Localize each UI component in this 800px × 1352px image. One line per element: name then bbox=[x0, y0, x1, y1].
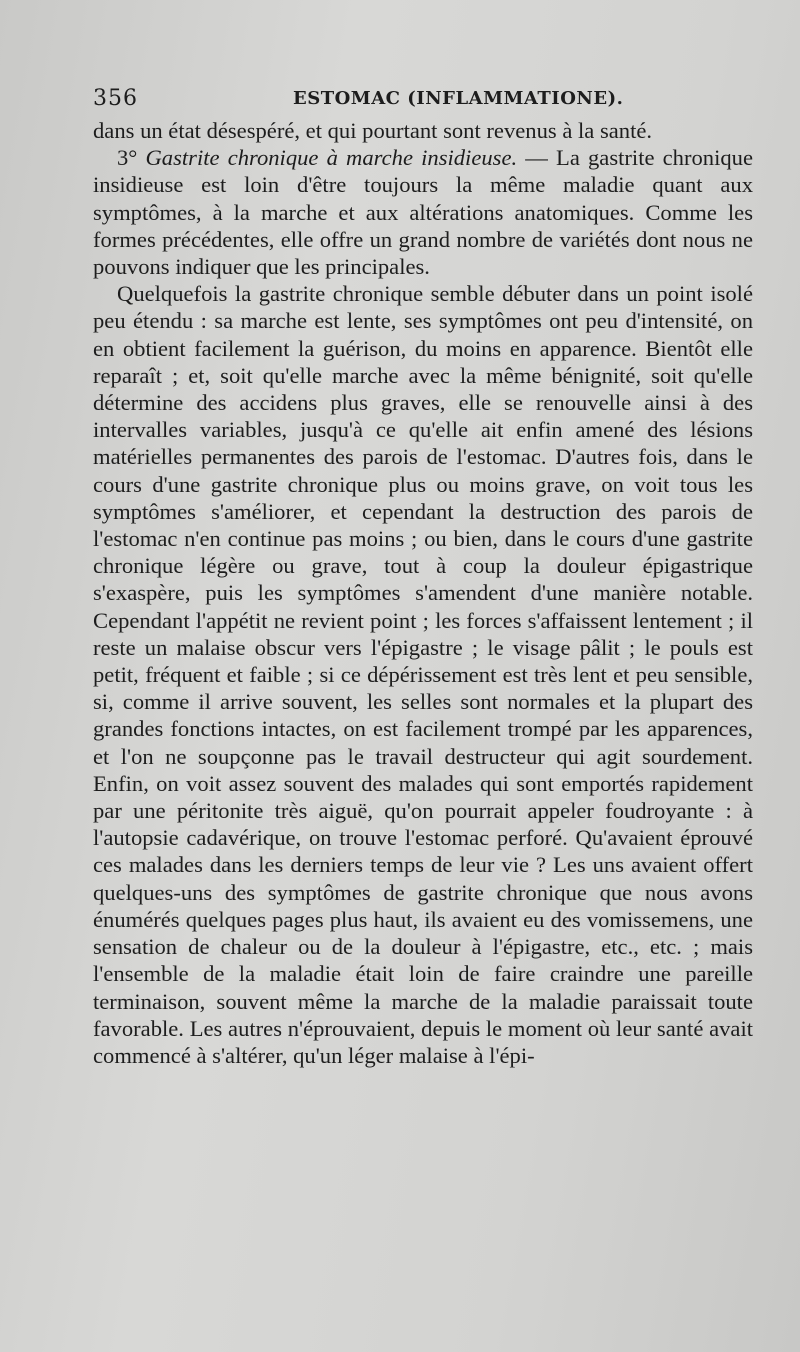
page-number: 356 bbox=[93, 86, 138, 111]
paragraph-section-3 bbox=[93, 144, 753, 280]
section-number: 3° bbox=[117, 145, 146, 171]
body-text bbox=[93, 117, 753, 1069]
paragraph-main: Quelquefois la gastrite chronique semble débuter dans un point isolé peu étendu : sa marche est lente, ses symptômes ont peu d'intensité, on en obtient facilement la guérison, du moins en apparence. Bientôt elle reparaît ; et, soit qu'elle marche avec la même bénignité, soit qu'elle détermine des accidens plus graves, elle se renouvelle ainsi à des intervalles variables, jusqu'à ce qu'elle ait enfin amené des lésions matérielles permanentes des parois de l'estomac. D'autres fois, dans le cours d'une gastrite chronique plus ou moins grave, on voit tous les symptômes s'améliorer, et cependant la destruction des parois de l'estomac n'en continue pas moins ; ou bien, dans le cours d'une gastrite chronique légère ou grave, tout à coup la douleur épigastrique s'exaspère, puis les symptômes s'amendent d'une manière notable. Cependant l'appétit ne revient point ; les forces s'affaissent lentement ; il reste un malaise obscur vers l'épigastre ; le visage pâlit ; le pouls est petit, fréquent et faible ; si ce dépérissement est très lent et peu sensible, si, comme il arrive souvent, les selles sont normales et la plupart des grandes fonctions intactes, on est facilement trompé par les apparences, et l'on ne soupçonne pas le travail destructeur qui agit sourdement. Enfin, on voit assez souvent des malades qui sont emportés rapidement par une péritonite très aiguë, qu'on pourrait appeler foudroyante : à l'autopsie cadavérique, on trouve l'estomac perforé. Qu'avaient éprouvé ces malades dans les derniers temps de leur vie ? Les uns avaient offert quelques-uns des symptômes de gastrite chronique que nous avons énumérés quelques pages plus haut, ils avaient eu des vomissemens, une sensation de chaleur ou de la douleur à l'épigastre, etc., etc. ; mais l'ensemble de la maladie était loin de faire craindre une pareille terminaison, souvent même la marche de la maladie paraissait toute favorable. Les autres n'éprouvaient, depuis le moment où leur santé avait commencé à s'altérer, qu'un léger malaise à l'épi- bbox=[93, 281, 753, 1068]
running-title: ESTOMAC (INFLAMMATIONE). bbox=[293, 88, 624, 109]
section-heading: Gastrite chronique à marche insidieuse. bbox=[145, 145, 518, 171]
section-text: — La gastrite chronique insidieuse est loin d'être toujours la même maladie quant aux symptômes, à la marche et aux altérations anatomiques. Comme les formes précédentes, elle offre un grand nombre de variétés dont nous ne pouvons indiquer que les principales. bbox=[93, 145, 753, 280]
page-header bbox=[93, 86, 753, 116]
paragraph-continuation: dans un état désespéré, et qui pourtant sont revenus à la santé. bbox=[93, 118, 653, 143]
